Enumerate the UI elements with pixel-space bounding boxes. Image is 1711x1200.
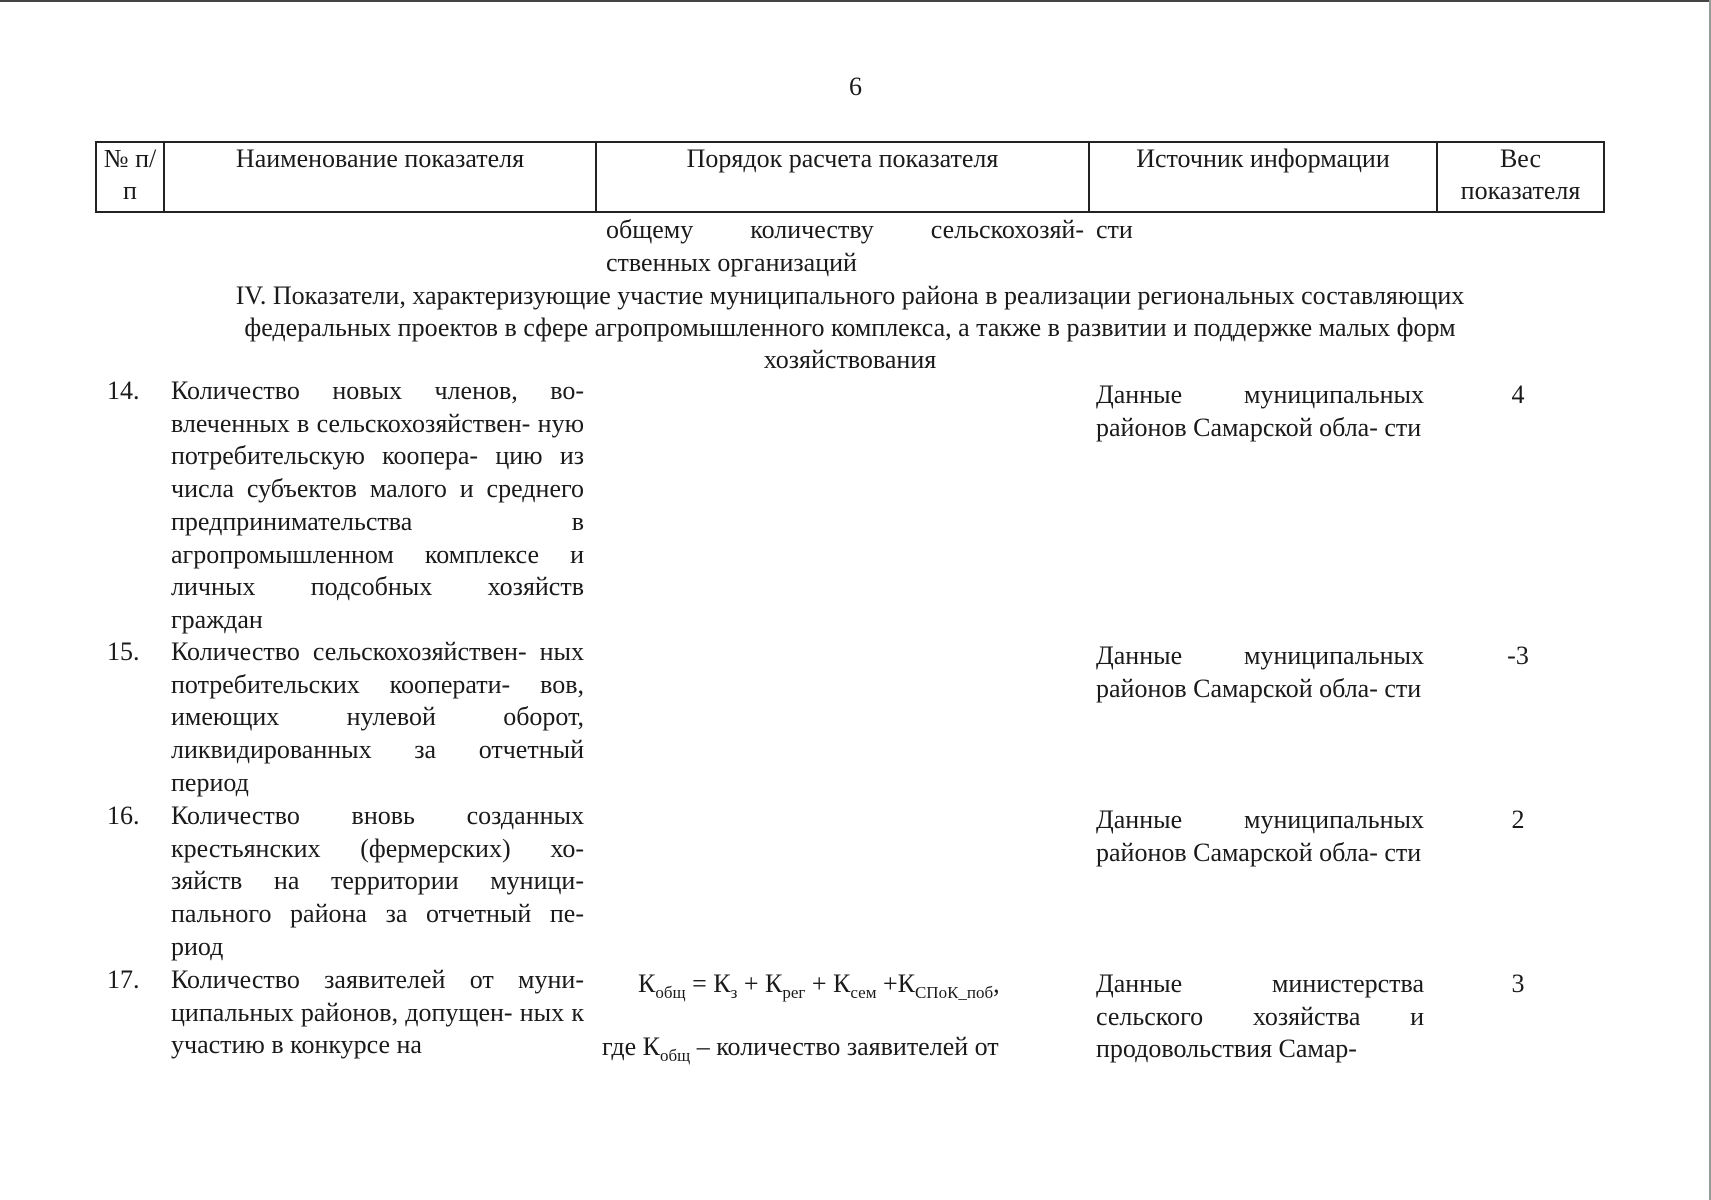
- row-17-name: Количество заявителей от муни- ципальных районов, допущен- ных к участию в конкурсе на: [171, 965, 584, 1060]
- header-col-name: Наименование показателя: [164, 142, 596, 212]
- carryover-calc-text: общему количеству сельскохозяй- ственных организаций: [606, 215, 1084, 277]
- row-17-number: 17.: [107, 965, 140, 994]
- row-17-weight: 3: [1511, 969, 1525, 998]
- header-col-source: Источник информации: [1089, 142, 1437, 212]
- indicator-table-header: [95, 141, 1605, 213]
- row-17-source: Данные министерства сельского хозяйства и продовольствия Самар-: [1096, 969, 1424, 1064]
- row-17-formula: $К_{общ} = К_з + К_{рег} + К_{сем} +К_{СПоК\_поб}$,: [638, 969, 1000, 1003]
- row-14-name: Количество новых членов, во- влеченных в сельскохозяйствен- ную потребительскую коопера- цию из числа субъектов малого и среднего предпринимательства в агропромышленном комплексе и личных подсобных хозяйств граждан: [171, 376, 584, 634]
- row-17-formula-explanation: где $К_{общ}$ – количество заявителей от: [602, 1032, 999, 1066]
- row-14-source: Данные муниципальных районов Самарской обла- сти: [1096, 380, 1424, 442]
- row-15-source: Данные муниципальных районов Самарской обла- сти: [1096, 641, 1424, 703]
- row-14-weight: 4: [1511, 380, 1525, 409]
- carryover-source-text: сти: [1096, 215, 1133, 244]
- row-15-name: Количество сельскохозяйствен- ных потребительских кооперати- вов, имеющих нулевой оборот, ликвидированных за отчетный период: [171, 637, 584, 797]
- row-16-number: 16.: [107, 801, 140, 830]
- header-col-calculation: Порядок расчета показателя: [596, 142, 1089, 212]
- row-16-weight: 2: [1511, 805, 1525, 834]
- row-16-name: Количество вновь созданных крестьянских (фермерских) хо- зяйств на территории муници- пального района за отчетный пе- риод: [171, 801, 584, 961]
- row-14-number: 14.: [107, 376, 140, 405]
- row-15-weight: -3: [1507, 641, 1529, 670]
- header-col-weight: Вес показателя: [1437, 142, 1604, 212]
- header-col-number: № п/п: [96, 142, 164, 212]
- section-title: IV. Показатели, характеризующие участие муниципального района в реализации региональных составляющих федеральных проектов в сфере агропромышленного комплекса, а также в развитии и поддержке малых форм хозяйствования: [235, 281, 1465, 374]
- row-16-source: Данные муниципальных районов Самарской обла- сти: [1096, 805, 1424, 867]
- scan-border-top: [0, 0, 1711, 2]
- row-15-number: 15.: [107, 637, 140, 666]
- page-number: 6: [849, 72, 862, 101]
